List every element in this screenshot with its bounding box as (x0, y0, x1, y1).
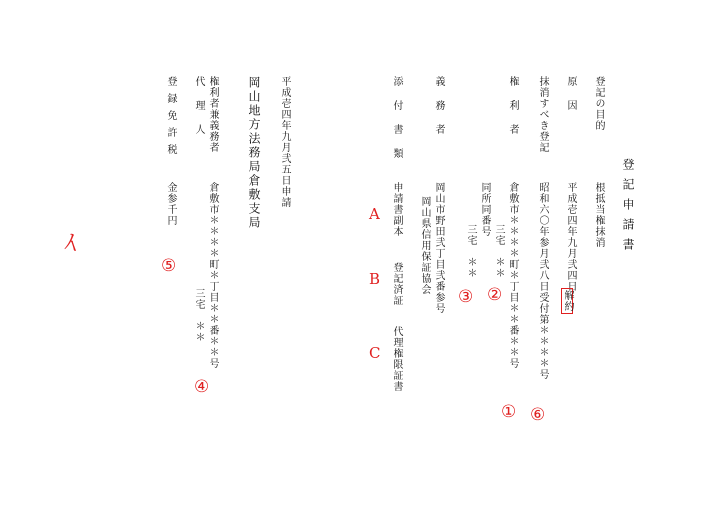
cause-label: 原因 (565, 76, 576, 124)
agent-address: 倉敷市＊＊＊＊町＊丁目＊＊番＊＊号 (207, 182, 218, 369)
form-title: 登記申請書 (621, 158, 635, 258)
attachment-c: 代理権限証書 (391, 326, 402, 392)
office-name: 岡山地方法務局倉敷支局 (247, 76, 261, 230)
marker-c: C (369, 344, 381, 362)
marker-5: ⑤ (161, 256, 177, 276)
attachments-label: 添付書類 (391, 76, 402, 172)
obligor-name: 岡山県信用保証協会 (419, 196, 430, 295)
right-holder-name: 三宅 ＊＊ (493, 224, 504, 279)
agent-name: 三宅 ＊＊ (193, 288, 204, 343)
cancel-label: 抹消すべき登記 (537, 76, 548, 153)
agent-label: 代理人 (193, 76, 204, 148)
right-holder2-name: 三宅 ＊＊ (465, 224, 476, 279)
marker-3: ③ (458, 287, 474, 307)
marker-i: イ (57, 228, 87, 260)
cause-word: 解約 (562, 290, 573, 312)
cancel-value: 昭和六〇年参月弐八日受付第＊＊＊＊号 (537, 182, 548, 380)
marker-1: ① (501, 402, 517, 422)
agent-role-label: 権利者兼義務者 (207, 76, 218, 153)
purpose-label: 登記の目的 (593, 76, 604, 131)
obligor-label: 義務者 (433, 76, 444, 148)
application-date: 平成壱四年九月弐五日申請 (279, 76, 290, 208)
right-holder-address: 倉敷市＊＊＊＊町＊丁目＊＊番＊＊号 (507, 182, 518, 369)
marker-a: A (369, 205, 380, 223)
right-holder2-address: 同所同番号 (479, 182, 490, 237)
marker-2: ② (487, 285, 503, 305)
marker-b: B (369, 270, 381, 288)
marker-6: ⑥ (530, 405, 546, 425)
tax-value: 金参千円 (165, 182, 176, 226)
cause-date: 平成壱四年九月弐四日 (565, 182, 576, 292)
purpose-value: 根抵当権抹消 (593, 182, 604, 248)
right-holder-label: 権利者 (507, 76, 518, 148)
attachment-b: 登記済証 (391, 262, 402, 306)
attachment-a: 申請書副本 (391, 182, 402, 237)
tax-label: 登録免許税 (165, 76, 176, 161)
obligor-address: 岡山市野田弐丁目弐番参号 (433, 182, 444, 314)
marker-4: ④ (194, 377, 210, 397)
